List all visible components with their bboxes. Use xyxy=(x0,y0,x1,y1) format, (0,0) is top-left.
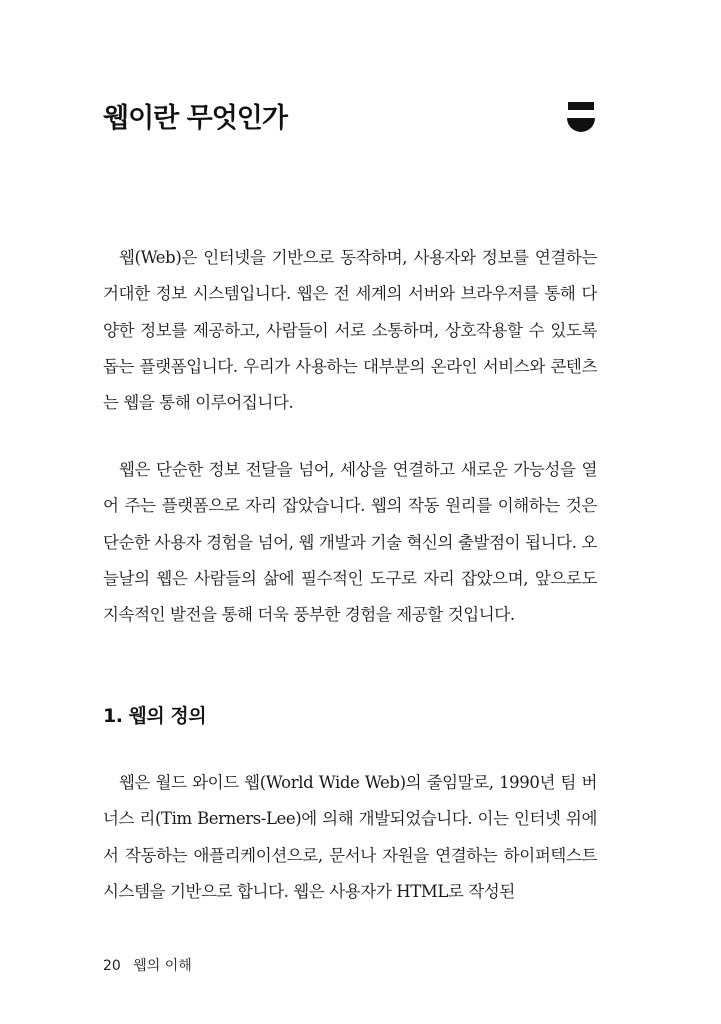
body-paragraph: 웹은 월드 와이드 웹(World Wide Web)의 줄임말로, 1990년 팀 버너스 리(Tim Berners-Lee)에 의해 개발되었습니다. 이는 인터넷 위에서 작동하는 애플리케이션으로, 문서나 자원을 연결하는 하이퍼텍스트 시스템을 기반으로 합니다. 웹은 사용자가 HTML로 작성된 xyxy=(103,773,597,901)
chapter-title: 웹이란 무엇인가 xyxy=(103,103,287,134)
page-number: 20 xyxy=(103,958,121,974)
running-title: 웹의 이해 xyxy=(133,958,192,974)
body-paragraph: 웹은 단순한 정보 전달을 넘어, 세상을 연결하고 새로운 가능성을 열어 주는 플랫폼으로 자리 잡았습니다. 웹의 작동 원리를 이해하는 것은 단순한 사용자 경험을 넘어, 웹 개발과 기술 혁신의 출발점이 됩니다. 오늘날의 웹은 사람들의 삶에 필수적인 도구로 자리 잡았으며, 앞으로도 지속적인 발전을 통해 더욱 풍부한 경험을 제공할 것입니다. xyxy=(103,460,597,625)
chapter-mark-icon xyxy=(567,102,595,136)
page-footer xyxy=(103,955,192,975)
body-paragraph: 웹(Web)은 인터넷을 기반으로 동작하며, 사용자와 정보를 연결하는 거대한 정보 시스템입니다. 웹은 전 세계의 서버와 브라우저를 통해 다양한 정보를 제공하고, 사람들이 서로 소통하며, 상호작용할 수 있도록 돕는 플랫폼입니다. 우리가 사용하는 대부분의 온라인 서비스와 콘텐츠는 웹을 통해 이루어집니다. xyxy=(103,248,597,413)
section-heading: 1. 웹의 정의 xyxy=(103,705,207,727)
